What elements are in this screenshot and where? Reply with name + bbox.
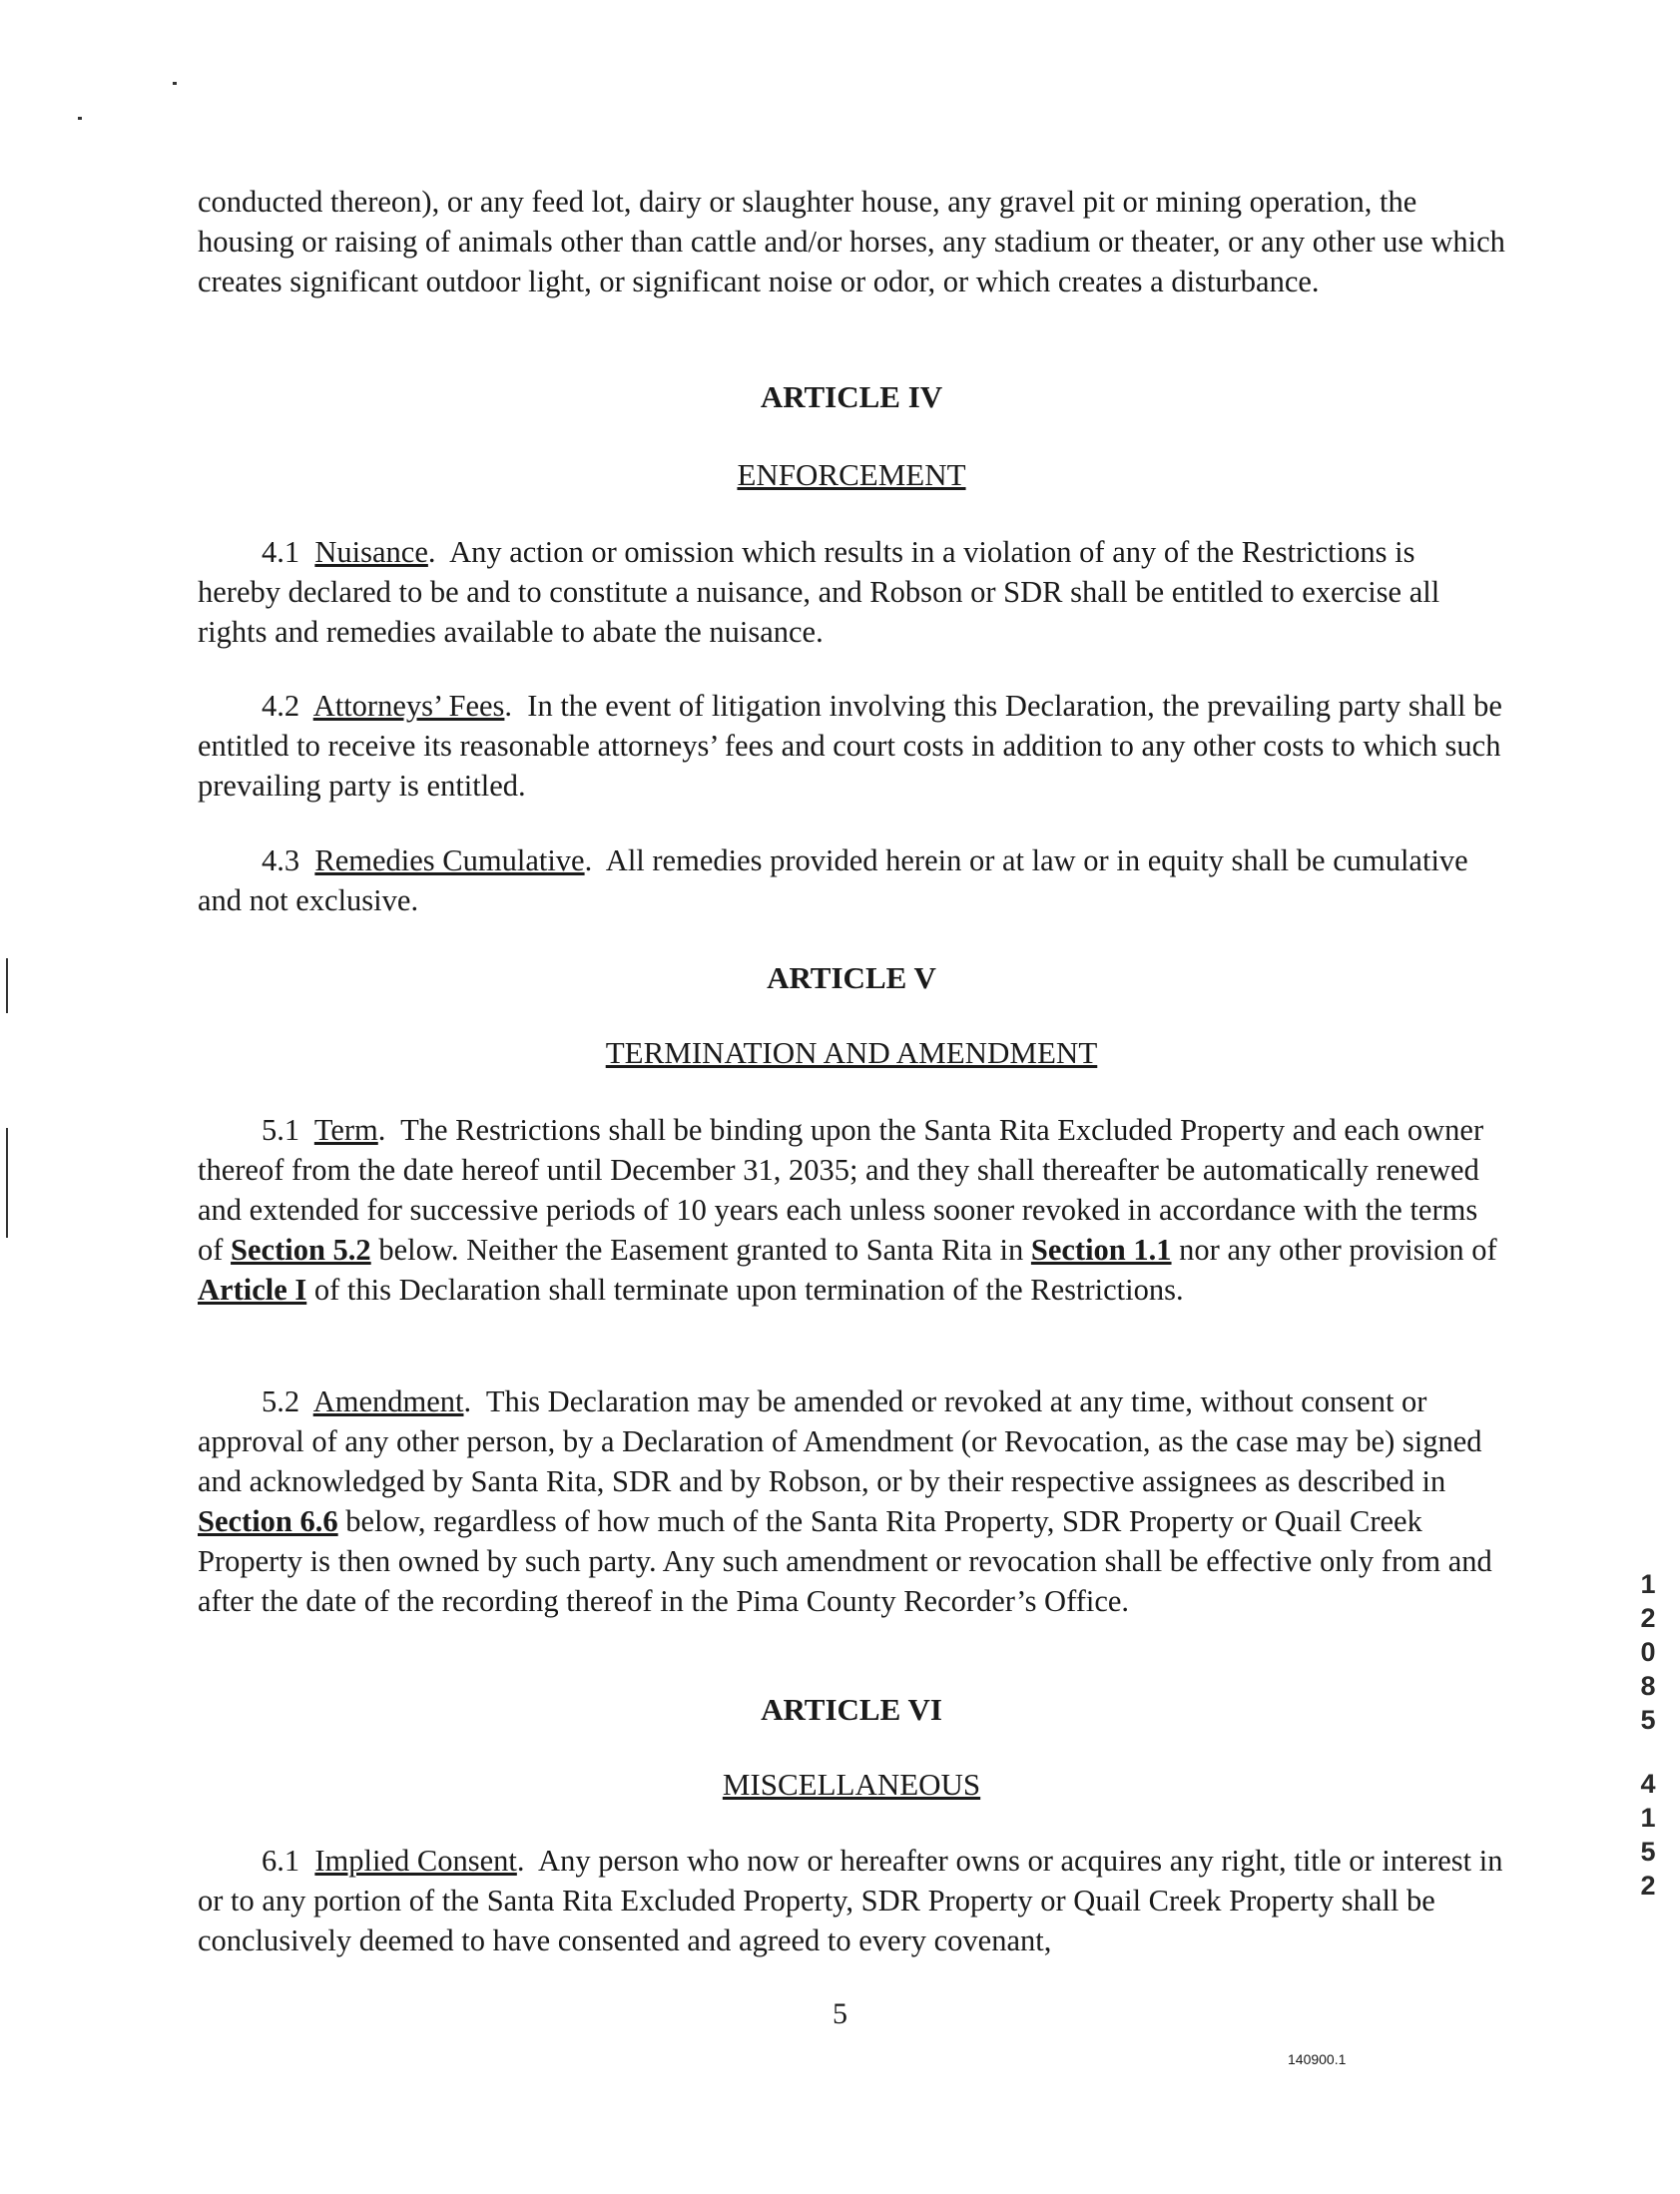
section-text: In the event of litigation involving this Declaration, the prevailing party shall be entitled to receive its reasonable attorneys’ fees and court costs in addition to any other costs to which such prevailing party is entitled. — [198, 689, 1502, 803]
page-number: 5 — [833, 1997, 847, 2030]
article-vi-heading: ARTICLE VI — [761, 1692, 942, 1727]
section-title: Nuisance — [314, 535, 428, 569]
margin-mark — [6, 958, 8, 1013]
cross-reference: Section 5.2 — [231, 1233, 371, 1267]
stamp-digit: 2 — [1640, 1603, 1656, 1633]
stamp-digit: 2 — [1640, 1871, 1656, 1901]
stamp-digit: 1 — [1640, 1803, 1656, 1833]
stamp-digit: 1 — [1640, 1569, 1656, 1599]
article-vi-subheading: MISCELLANEOUS — [722, 1767, 981, 1802]
section-number: 4.2 — [262, 689, 300, 723]
section-title: Attorneys’ Fees — [312, 689, 505, 723]
section-text: Any person who now or hereafter owns or acquires any right, title or interest in or to any portion of the Santa Rita Excluded Property, SDR Property or Quail Creek Property shall be conclusively deemed to have consented and agreed to every covenant, — [198, 1844, 1503, 1957]
section-6-1: 6.1 Implied Consent. Any person who now or hereafter owns or acquires any right, title or interest in or to any portion of the Santa Rita Excluded Property, SDR Property or Quail Creek Property shall be conclusively deemed to have consented and agreed to every covenant, — [198, 1844, 1503, 1957]
stamp-digit: 8 — [1640, 1671, 1656, 1701]
section-number: 5.2 — [262, 1384, 300, 1418]
section-text: All remedies provided herein or at law or in equity shall be cumulative and not exclusive. — [198, 843, 1468, 917]
margin-mark — [6, 1128, 8, 1238]
scan-speck — [78, 117, 82, 120]
section-number: 6.1 — [262, 1844, 300, 1878]
cross-reference: Article I — [198, 1273, 307, 1307]
stamp-digit: 5 — [1640, 1705, 1656, 1735]
section-text: Any action or omission which results in a violation of any of the Restrictions is hereby declared to be and to constitute a nuisance, and Robson or SDR shall be entitled to exercise all rights and remedies available to abate the nuisance. — [198, 535, 1440, 649]
section-5-1: 5.1 Term. The Restrictions shall be binding upon the Santa Rita Excluded Property and each owner thereof from the date hereof until December 31, 2035; and they shall thereafter be automatically renewed and extended for successive periods of 10 years each unless sooner revoked in accordance with the terms of Section 5.2 below. Neither the Easement granted to Santa Rita in Section 1.1 nor any other provision of Article I of this Declaration shall terminate upon termination of the Restrictions. — [198, 1113, 1497, 1307]
article-iv-subheading: ENFORCEMENT — [737, 457, 966, 492]
section-number: 5.1 — [262, 1113, 300, 1147]
section-4-3: 4.3 Remedies Cumulative. All remedies provided herein or at law or in equity shall be cumulative and not exclusive. — [198, 843, 1468, 917]
article-v-subheading: TERMINATION AND AMENDMENT — [605, 1035, 1098, 1070]
scan-speck — [173, 82, 177, 85]
recorder-stamp — [1635, 1567, 1661, 1903]
article-v-heading: ARTICLE V — [767, 960, 936, 995]
section-title: Remedies Cumulative — [314, 843, 585, 877]
section-title: Term — [313, 1113, 378, 1147]
section-title: Amendment — [312, 1384, 464, 1418]
section-5-2: 5.2 Amendment. This Declaration may be amended or revoked at any time, without consent or approval of any other person, by a Declaration of Amendment (or Revocation, as the case may be) signed and acknowledged by Santa Rita, SDR and by Robson, or by their respective assignees as described in Section 6.6 below, regardless of how much of the Santa Rita Property, SDR Property or Quail Creek Property is then owned by such party. Any such amendment or revocation shall be effective only from and after the date of the recording thereof in the Pima County Recorder’s Office. — [198, 1384, 1492, 1618]
article-iv-heading: ARTICLE IV — [760, 379, 943, 414]
section-4-1: 4.1 Nuisance. Any action or omission which results in a violation of any of the Restrictions is hereby declared to be and to constitute a nuisance, and Robson or SDR shall be entitled to exercise all rights and remedies available to abate the nuisance. — [198, 535, 1440, 649]
section-4-2: 4.2 Attorneys’ Fees. In the event of litigation involving this Declaration, the prevailing party shall be entitled to receive its reasonable attorneys’ fees and court costs in addition to any other costs to which such prevailing party is entitled. — [198, 689, 1502, 803]
section-number: 4.1 — [262, 535, 300, 569]
stamp-digit: 5 — [1640, 1837, 1656, 1867]
stamp-digit: 4 — [1640, 1769, 1656, 1799]
document-code: 140900.1 — [1288, 2051, 1347, 2067]
stamp-digit: 0 — [1640, 1637, 1656, 1667]
cross-reference: Section 6.6 — [198, 1504, 338, 1538]
cross-reference: Section 1.1 — [1030, 1233, 1172, 1267]
section-number: 4.3 — [262, 843, 300, 877]
intro-paragraph: conducted thereon), or any feed lot, dairy or slaughter house, any gravel pit or mining operation, the housing or raising of animals other than cattle and/or horses, any stadium or theater, or any other use which creates significant outdoor light, or significant noise or odor, or which creates a disturbance. — [198, 185, 1505, 298]
section-title: Implied Consent — [314, 1844, 517, 1878]
